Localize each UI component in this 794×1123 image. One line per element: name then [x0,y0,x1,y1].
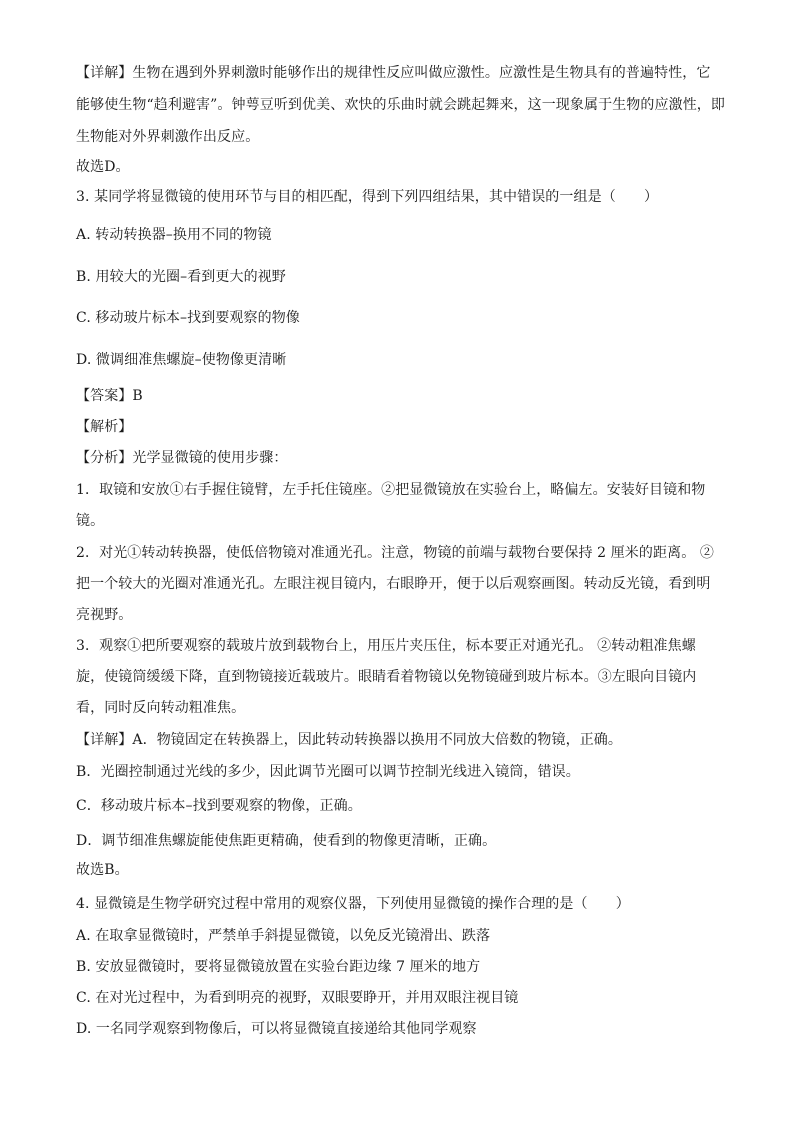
detail-option-a: 【详解】A．物镜固定在转换器上，因此转动转换器以换用不同放大倍数的物镜，正确。 [76,732,623,748]
detail-paragraph-line-2: 能够使生物“趋利避害”。钟萼豆听到优美、欢快的乐曲时就会跳起舞来，这一现象属于生物的应激性，即 [76,97,726,113]
answer-label: 【答案】B [76,388,143,404]
question-3-stem: 3. 某同学将显微镜的使用环节与目的相匹配，得到下列四组结果，其中错误的一组是（ ） [76,189,659,205]
step-1-line-1: 1．取镜和安放①右手握住镜臂，左手托住镜座。②把显微镜放在实验台上，略偏左。安装好目镜和物 [76,482,706,498]
question-4-option-c: C. 在对光过程中，为看到明亮的视野，双眼要睁开，并用双眼注视目镜 [76,990,519,1006]
detail-paragraph-line-3: 生物能对外界刺激作出反应。 [76,129,260,145]
question-4-stem: 4. 显微镜是生物学研究过程中常用的观察仪器，下列使用显微镜的操作合理的是（ ） [76,896,630,912]
detail-option-d: D．调节细准焦螺旋能使焦距更精确，使看到的物像更清晰，正确。 [76,833,497,849]
choice-conclusion: 故选D。 [76,159,130,175]
question-3-option-d: D. 微调细准焦螺旋–使物像更清晰 [76,352,287,368]
question-3-option-b: B. 用较大的光圈–看到更大的视野 [76,269,286,285]
choice-conclusion-2: 故选B。 [76,862,129,878]
step-3-line-1: 3．观察①把所要观察的载玻片放到载物台上，用压片夹压住，标本要正对通光孔。 ②转动粗准焦螺 [76,638,696,654]
detail-option-c: C．移动玻片标本–找到要观察的物像，正确。 [76,798,362,814]
step-2-line-2: 把一个较大的光圈对准通光孔。左眼注视目镜内，右眼睁开，便于以后观察画图。转动反光镜，看到明 [76,576,711,592]
question-3-option-c: C. 移动玻片标本–找到要观察的物像 [76,310,300,326]
analysis-heading: 【分析】光学显微镜的使用步骤： [76,450,288,466]
analysis-label: 【解析】 [76,419,133,435]
step-2-line-3: 亮视野。 [76,607,133,623]
detail-option-b: B．光圈控制通过光线的多少，因此调节光圈可以调节控制光线进入镜筒，错误。 [76,764,580,780]
step-3-line-3: 看，同时反向转动粗准焦。 [76,700,246,716]
step-3-line-2: 旋，使镜筒缓缓下降，直到物镜接近载玻片。眼睛看着物镜以免物镜碰到玻片标本。③左眼向目镜内 [76,669,697,685]
detail-paragraph-line-1: 【详解】生物在遇到外界刺激时能够作出的规律性反应叫做应激性。应激性是生物具有的普遍特性，它 [76,65,711,81]
question-4-option-b: B. 安放显微镜时，要将显微镜放置在实验台距边缘 7 厘米的地方 [76,959,481,975]
step-1-line-2: 镜。 [76,513,105,529]
question-4-option-d: D. 一名同学观察到物像后，可以将显微镜直接递给其他同学观察 [76,1021,477,1037]
question-4-option-a: A. 在取拿显微镜时，严禁单手斜提显微镜，以免反光镜滑出、跌落 [76,928,491,944]
step-2-line-1: 2．对光①转动转换器，使低倍物镜对准通光孔。注意，物镜的前端与载物台要保持 2 厘米的距离。 ② [76,545,714,561]
question-3-option-a: A. 转动转换器–换用不同的物镜 [76,227,272,243]
